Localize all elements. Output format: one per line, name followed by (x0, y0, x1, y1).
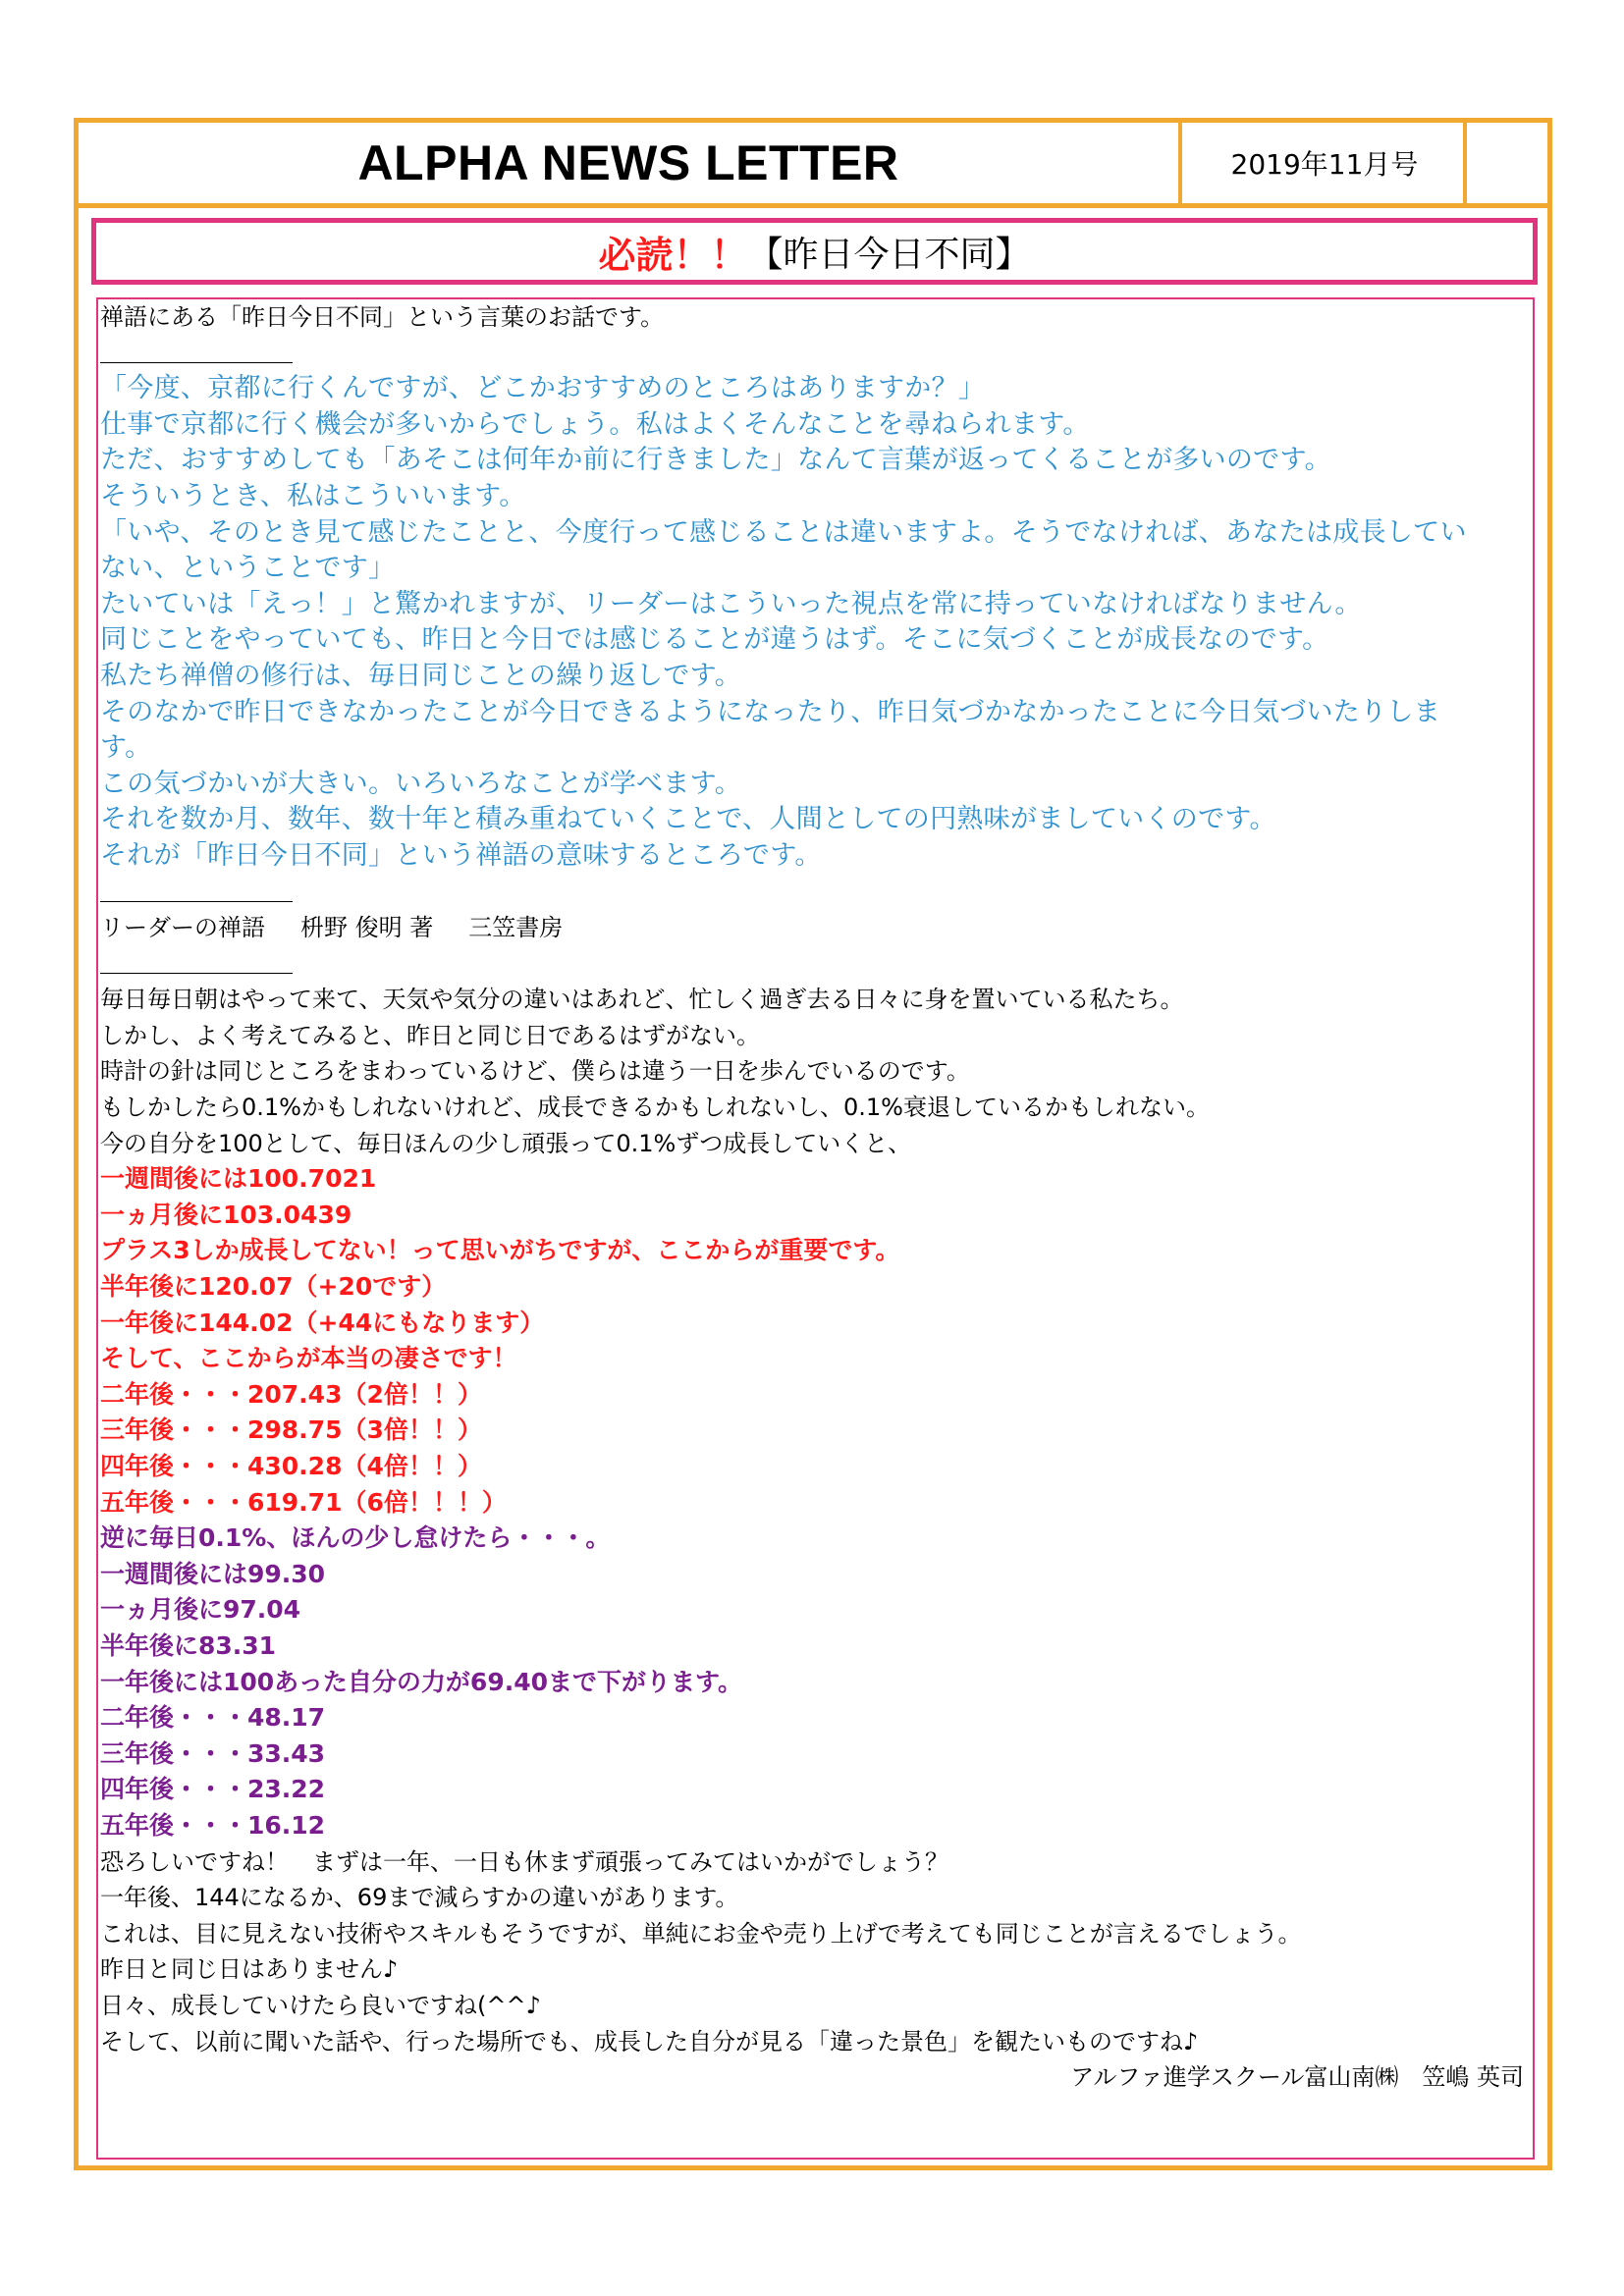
quote-line: そのなかで昨日できなかったことが今日できるようになったり、昨日気づかなかったことに今日気づいたりしま (100, 696, 1440, 727)
quote-line: たいていは「えっ！」と驚かれますが、リーダーはこういった視点を常に持っていなければなりません。 (100, 588, 1362, 619)
decline-line: 逆に毎日0.1%、ほんの少し怠けたら・・・。 (100, 1523, 611, 1553)
growth-line: 一年後に144.02（+44にもなります） (100, 1308, 545, 1337)
decline-line: 一週間後には99.30 (100, 1559, 326, 1588)
quote-line: 「いや、そのとき見て感じたことと、今度行って感じることは違いますよ。そうでなければ、あなたは成長してい (100, 516, 1467, 548)
title-cell (79, 123, 1182, 203)
growth-line: そして、ここからが本当の凄さです！ (100, 1344, 517, 1373)
divider (100, 946, 1524, 983)
growth-section (100, 1161, 1524, 1521)
quote-line: それを数か月、数年、数十年と積み重ねていくことで、人間としての円熟味がましていくのです。 (100, 804, 1276, 835)
quote-line: 仕事で京都に行く機会が多いからでしょう。私はよくそんなことを尋ねられます。 (100, 408, 1090, 440)
quote-line: ただ、おすすめしても「あそこは何年か前に行きました」なんて言葉が返ってくることが多いのです。 (100, 445, 1331, 476)
growth-line: 一週間後には100.7021 (100, 1164, 377, 1194)
topic-title: 【昨日今日不同】 (747, 234, 1031, 275)
quote-line: そういうとき、私はこういいます。 (100, 480, 526, 511)
decline-line: 一年後には100あった自分の力が69.40まで下がります。 (100, 1667, 743, 1696)
quote-line: す。 (100, 732, 152, 764)
body-section (100, 982, 1524, 1161)
closing-line: 一年後、144になるか、69まで減らすかの違いがあります。 (100, 1884, 739, 1912)
quote-line: この気づかいが大きい。いろいろなことが学べます。 (100, 768, 742, 799)
quote-line: 同じことをやっていても、昨日と今日では感じることが違うはず。そこに気づくことが成長なのです。 (100, 624, 1329, 656)
quote-line: 私たち禅僧の修行は、毎日同じことの繰り返しです。 (100, 660, 742, 691)
growth-line: 三年後・・・298.75（3倍！！） (100, 1415, 482, 1445)
body-line: 今の自分を100として、毎日ほんの少し頑張って0.1%ずつ成長していくと、 (100, 1129, 912, 1157)
quote-line: それが「昨日今日不同」という禅語の意味するところです。 (100, 839, 822, 871)
closing-line: 昨日と同じ日はありません♪ (100, 1955, 399, 1984)
decline-line: 五年後・・・16.12 (100, 1810, 326, 1840)
body-line: しかし、よく考えてみると、昨日と同じ日であるはずがない。 (100, 1021, 760, 1049)
body-line: もしかしたら0.1%かもしれないけれど、成長できるかもしれないし、0.1%衰退しているかもしれない。 (100, 1094, 1210, 1122)
divider (100, 875, 1524, 911)
growth-line: プラス3しか成長してない！って思いがちですが、ここからが重要です。 (100, 1236, 900, 1265)
closing-line: 恐ろしいですね！ まずは一年、一日も休まず頑張ってみてはいかがでしょう？ (100, 1847, 948, 1876)
body-line: 時計の針は同じところをまわっているけど、僕らは違う一日を歩んでいるのです。 (100, 1057, 970, 1086)
quote-line: ない、ということです」 (100, 553, 396, 584)
quote-line: 「今度、京都に行くんですが、どこかおすすめのところはありますか？」 (100, 373, 986, 404)
growth-line: 四年後・・・430.28（4倍！！） (100, 1452, 482, 1480)
source-citation (100, 910, 1524, 946)
article-body (100, 299, 1524, 2096)
growth-line: 五年後・・・619.71（6倍！！！） (100, 1487, 507, 1517)
issue-date: 2019年11月号 (1186, 123, 1467, 203)
decline-line: 半年後に83.31 (100, 1630, 277, 1660)
decline-line: 三年後・・・33.43 (100, 1738, 326, 1768)
author-signature: アルファ進学スクール富山南㈱ 笠嶋 英司 (1070, 2063, 1524, 2092)
growth-line: 一ヵ月後に103.0439 (100, 1200, 352, 1229)
source-book: リーダーの禅語 (100, 914, 265, 942)
intro-line: 禅語にある「昨日今日不同」という言葉のお話です。 (100, 303, 665, 331)
decline-section (100, 1521, 1524, 1843)
decline-line: 一ヵ月後に97.04 (100, 1595, 301, 1625)
closing-line: 日々、成長していけたら良いですね(^^♪ (100, 1991, 541, 2019)
closing-line: そして、以前に聞いた話や、行った場所でも、成長した自分が見る「違った景色」を観たいものですね♪ (100, 2027, 1199, 2056)
decline-line: 四年後・・・23.22 (100, 1775, 326, 1804)
closing-section (100, 1844, 1524, 2060)
source-author: 枡野 俊明 著 (300, 914, 434, 942)
growth-line: 二年後・・・207.43（2倍！！） (100, 1379, 482, 1409)
must-read-label: 必読！！ (598, 233, 748, 277)
divider (100, 336, 1524, 372)
topic-banner (91, 218, 1538, 285)
quote-section (100, 371, 1524, 874)
source-publisher: 三笠書房 (468, 914, 564, 942)
growth-line: 半年後に120.07（+20です） (100, 1272, 447, 1302)
body-line: 毎日毎日朝はやって来て、天気や気分の違いはあれど、忙しく過ぎ去る日々に身を置いている私たち。 (100, 986, 1184, 1014)
closing-line: これは、目に見えない技術やスキルもそうですが、単純にお金や売り上げで考えても同じことが言えるでしょう。 (100, 1919, 1302, 1948)
newsletter-title: ALPHA NEWS LETTER (357, 135, 899, 190)
decline-line: 二年後・・・48.17 (100, 1703, 326, 1733)
